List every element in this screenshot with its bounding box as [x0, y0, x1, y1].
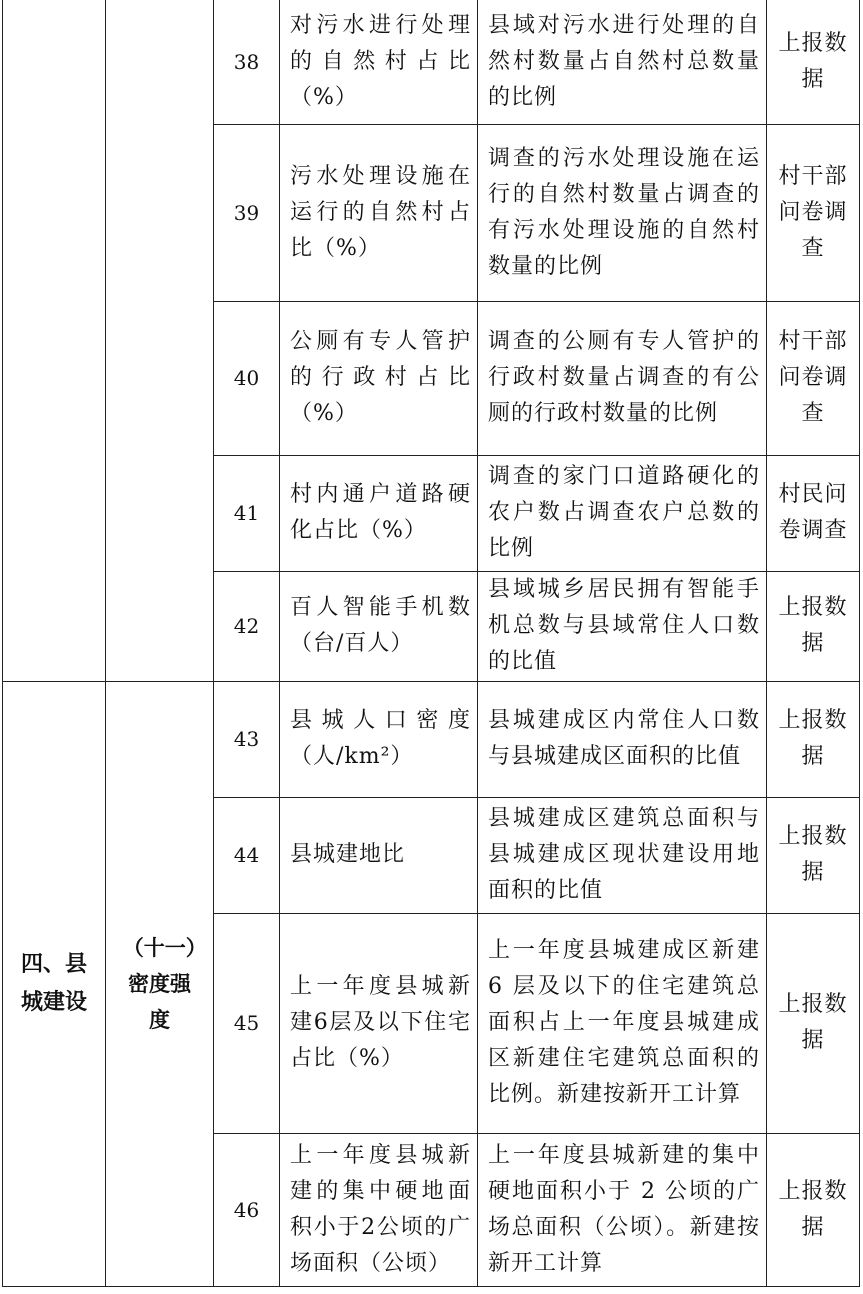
data-source: 上报数据	[778, 708, 848, 769]
indicator-definition: 县域对污水进行处理的自然村数量占自然村总数量的比例	[488, 12, 760, 110]
subcategory-label: （十一）密度强度	[122, 935, 197, 1032]
data-source: 上报数据	[778, 595, 848, 656]
indicator-definition: 调查的污水处理设施在运行的自然村数量占调查的有污水处理设施的自然村数量的比例	[488, 145, 760, 279]
indicator-definition: 县城建成区建筑总面积与县城建成区现状建设用地面积的比值	[488, 806, 760, 903]
indicator-name: 村内通户道路硬化占比（%）	[290, 482, 471, 543]
row-number: 40	[214, 301, 280, 455]
table-row	[3, 681, 860, 797]
indicator-name: 县城人口密度（人/km²）	[290, 708, 471, 769]
data-source: 村干部问卷调查	[778, 329, 848, 426]
subcategory-cell-blank	[106, 0, 214, 681]
data-source: 上报数据	[778, 824, 848, 885]
row-number: 45	[214, 913, 280, 1133]
indicator-name: 百人智能手机数（台/百人）	[290, 595, 471, 656]
row-number: 41	[214, 455, 280, 571]
indicator-name: 县城建地比	[290, 842, 406, 867]
row-number: 43	[214, 681, 280, 797]
data-source: 上报数据	[778, 1178, 848, 1240]
data-source: 村民问卷调查	[778, 482, 848, 543]
category-label: 四、县城建设	[20, 951, 87, 1015]
category-cell-blank	[3, 0, 106, 681]
indicator-name: 对污水进行处理的自然村占比（%）	[290, 12, 471, 110]
indicator-definition: 调查的家门口道路硬化的农户数占调查农户总数的比例	[488, 464, 760, 561]
indicator-name: 公厕有专人管护的行政村占比（%）	[290, 329, 471, 426]
indicator-table	[2, 0, 860, 1287]
data-source: 上报数据	[778, 30, 848, 92]
indicator-name: 上一年度县城新建的集中硬地面积小于2公顷的广场面积（公顷）	[290, 1142, 471, 1276]
data-source: 上报数据	[778, 992, 848, 1053]
indicator-name: 上一年度县城新建6层及以下住宅占比（%）	[290, 974, 471, 1071]
indicator-definition: 县城建成区内常住人口数与县城建成区面积的比值	[488, 708, 760, 769]
data-source: 村干部问卷调查	[778, 163, 848, 261]
row-number: 39	[214, 124, 280, 301]
indicator-definition: 调查的公厕有专人管护的行政村数量占调查的有公厕的行政村数量的比例	[488, 329, 760, 426]
indicator-definition: 上一年度县城新建的集中硬地面积小于 2 公顷的广场总面积（公顷）。新建按新开工计算	[488, 1142, 760, 1276]
indicator-definition: 县域城乡居民拥有智能手机总数与县域常住人口数的比值	[488, 577, 760, 674]
table-row	[3, 0, 860, 124]
row-number: 44	[214, 797, 280, 913]
indicator-definition: 上一年度县城建成区新建 6 层及以下的住宅建筑总面积占上一年度县城建成区新建住宅建筑总面积的比例。新建按新开工计算	[488, 938, 760, 1107]
row-number: 38	[214, 0, 280, 124]
row-number: 46	[214, 1133, 280, 1286]
indicator-name: 污水处理设施在运行的自然村占比（%）	[290, 163, 471, 261]
row-number: 42	[214, 571, 280, 681]
